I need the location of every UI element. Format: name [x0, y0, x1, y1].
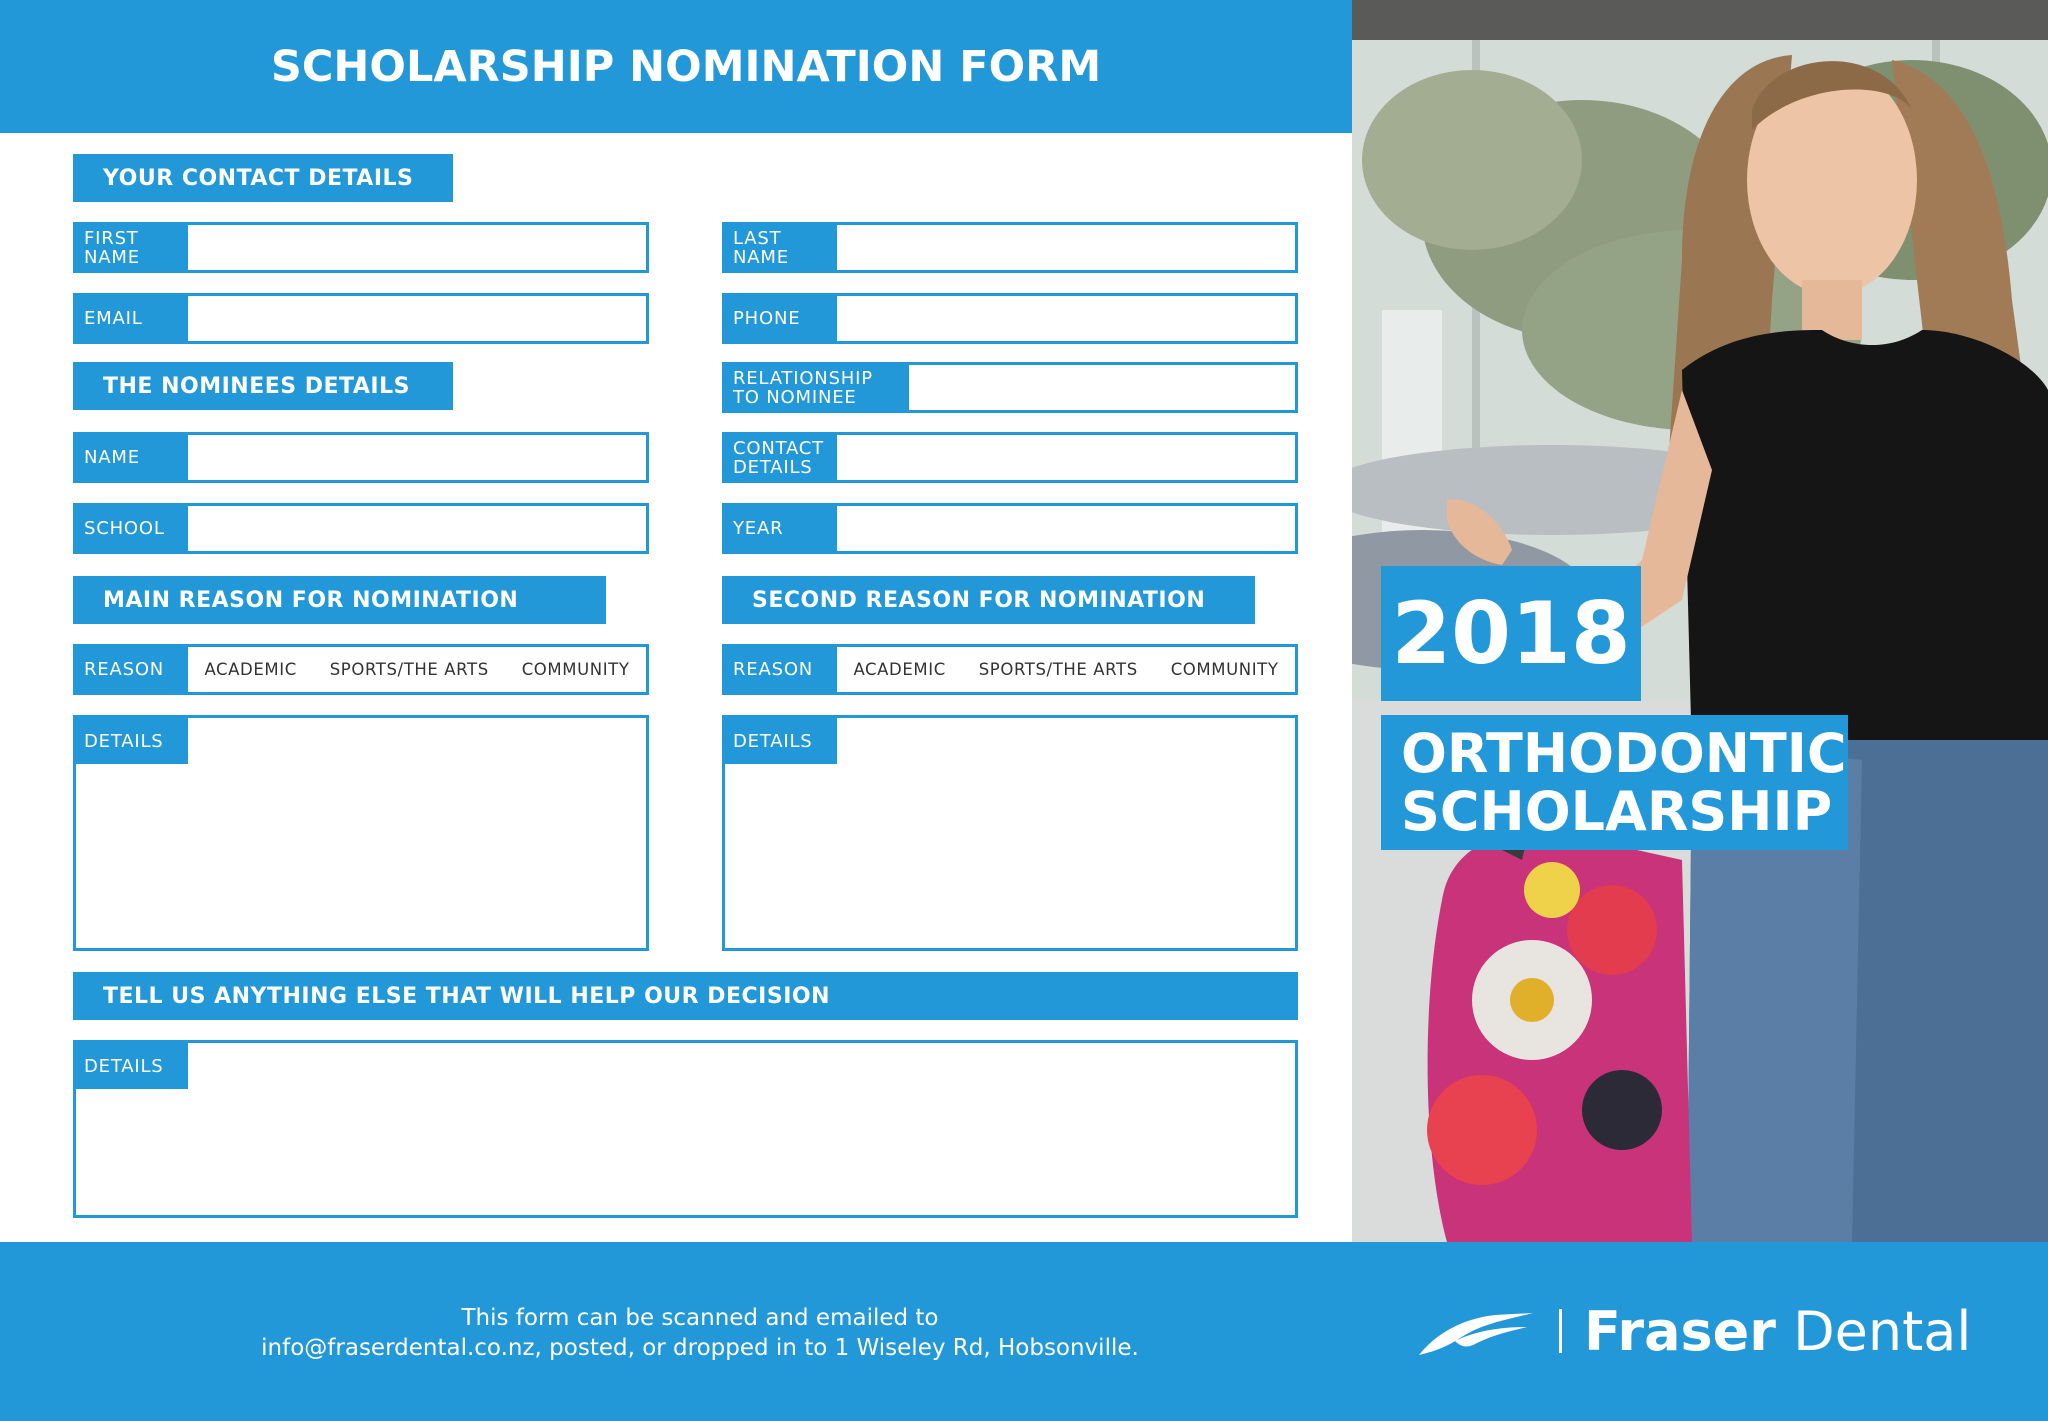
promo-year: 2018	[1381, 566, 1641, 701]
anything-else-details-label: DETAILS	[76, 1043, 188, 1089]
second-option-community[interactable]: COMMUNITY	[1170, 660, 1279, 679]
anything-else-details-box[interactable]	[73, 1040, 1298, 1218]
contact-details-label: CONTACT DETAILS	[725, 435, 837, 480]
nominee-name-label: NAME	[76, 435, 188, 480]
school-label: SCHOOL	[76, 506, 188, 551]
school-field[interactable]	[73, 503, 649, 554]
second-reason-details-box[interactable]	[722, 715, 1298, 951]
second-option-academic[interactable]: ACADEMIC	[853, 660, 946, 679]
promo-title	[1381, 715, 1848, 850]
main-reason-label: REASON	[76, 647, 188, 692]
nominee-name-field[interactable]	[73, 432, 649, 483]
section-nominee-details: THE NOMINEES DETAILS	[73, 362, 453, 410]
main-details-label: DETAILS	[76, 718, 188, 764]
second-option-sports-arts[interactable]: SPORTS/THE ARTS	[978, 660, 1138, 679]
main-option-sports-arts[interactable]: SPORTS/THE ARTS	[329, 660, 489, 679]
footer-note	[200, 1303, 1200, 1363]
promo-line1: ORTHODONTIC	[1401, 721, 1847, 785]
contact-details-field[interactable]	[722, 432, 1298, 483]
section-contact-details: YOUR CONTACT DETAILS	[73, 154, 453, 202]
phone-label: PHONE	[725, 296, 837, 341]
footer-note-line1: This form can be scanned and emailed to	[461, 1305, 939, 1331]
footer-note-line2: info@fraserdental.co.nz, posted, or dropped in to 1 Wiseley Rd, Hobsonville.	[261, 1335, 1139, 1361]
section-main-reason: MAIN REASON FOR NOMINATION	[73, 576, 606, 624]
promo-line2: SCHOLARSHIP	[1401, 779, 1833, 843]
first-name-label: FIRST NAME	[76, 225, 188, 270]
phone-field[interactable]	[722, 293, 1298, 344]
page-title: SCHOLARSHIP NOMINATION FORM	[270, 41, 1102, 92]
relationship-label: RELATIONSHIP TO NOMINEE	[725, 365, 909, 410]
main-option-academic[interactable]: ACADEMIC	[204, 660, 297, 679]
brand-name-bold: Fraser	[1584, 1300, 1776, 1363]
section-second-reason: SECOND REASON FOR NOMINATION	[722, 576, 1255, 624]
main-reason-details-box[interactable]	[73, 715, 649, 951]
year-field[interactable]	[722, 503, 1298, 554]
relationship-field[interactable]	[722, 362, 1298, 413]
main-option-community[interactable]: COMMUNITY	[521, 660, 630, 679]
brand-name-light: Dental	[1793, 1300, 1972, 1363]
brand-name	[1584, 1300, 1971, 1363]
section-anything-else: TELL US ANYTHING ELSE THAT WILL HELP OUR DECISION	[73, 972, 1298, 1020]
last-name-field[interactable]	[722, 222, 1298, 273]
first-name-field[interactable]	[73, 222, 649, 273]
second-reason-selector[interactable]	[722, 644, 1298, 695]
email-field[interactable]	[73, 293, 649, 344]
email-label: EMAIL	[76, 296, 188, 341]
year-label: YEAR	[725, 506, 837, 551]
last-name-label: LAST NAME	[725, 225, 837, 270]
brand-divider	[1559, 1309, 1562, 1353]
main-reason-selector[interactable]	[73, 644, 649, 695]
second-details-label: DETAILS	[725, 718, 837, 764]
fraser-swoosh-logo-icon	[1415, 1305, 1535, 1357]
second-reason-label: REASON	[725, 647, 837, 692]
